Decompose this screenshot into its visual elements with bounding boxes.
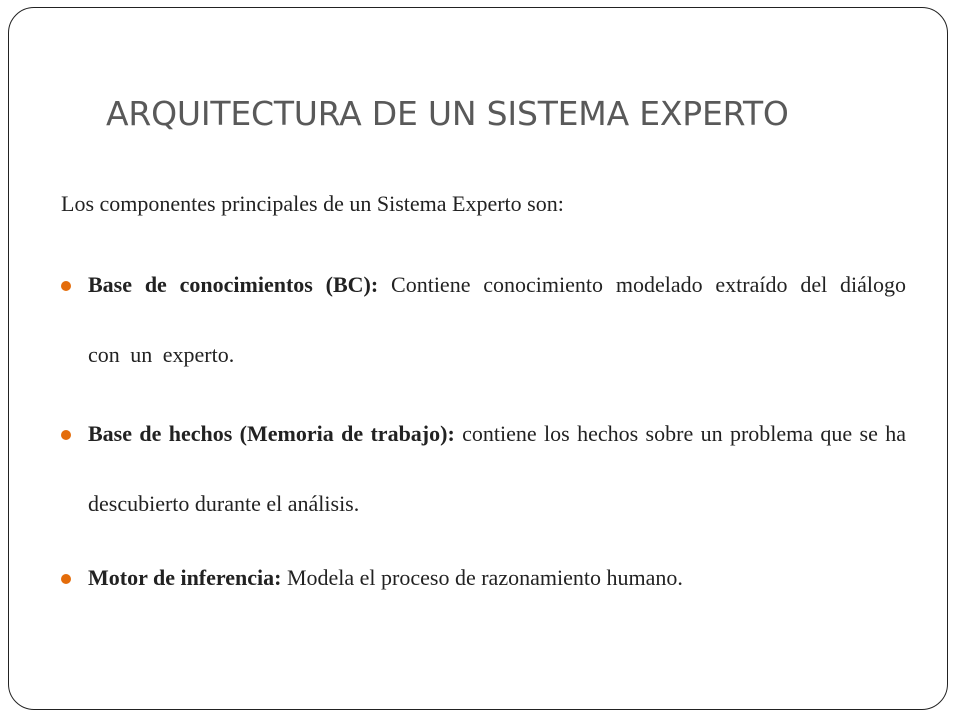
bullet-description: Contiene conocimiento modelado extraído del diálogo con un experto.	[88, 272, 906, 367]
bullet-dot-icon	[61, 430, 71, 440]
bullet-item	[61, 421, 906, 539]
bullet-text	[88, 543, 906, 613]
bullet-text	[88, 399, 906, 539]
slide-title: ARQUITECTURA DE UN SISTEMA EXPERTO	[106, 94, 789, 133]
bullet-description: Modela el proceso de razonamiento humano.	[286, 565, 683, 590]
bullet-term: Motor de inferencia:	[88, 565, 282, 590]
bullet-term: Base de hechos (Memoria de trabajo):	[88, 421, 455, 446]
bullet-dot-icon	[61, 574, 71, 584]
bullet-item	[61, 272, 906, 390]
intro-text: Los componentes principales de un Sistema Experto son:	[61, 191, 564, 216]
bullet-text	[88, 250, 906, 390]
bullet-term: Base de conocimientos (BC):	[88, 272, 379, 297]
bullet-description: contiene los hechos sobre un problema que se ha descubierto durante el análisis.	[88, 421, 906, 516]
bullet-dot-icon	[61, 281, 71, 291]
bullet-item	[61, 565, 906, 613]
